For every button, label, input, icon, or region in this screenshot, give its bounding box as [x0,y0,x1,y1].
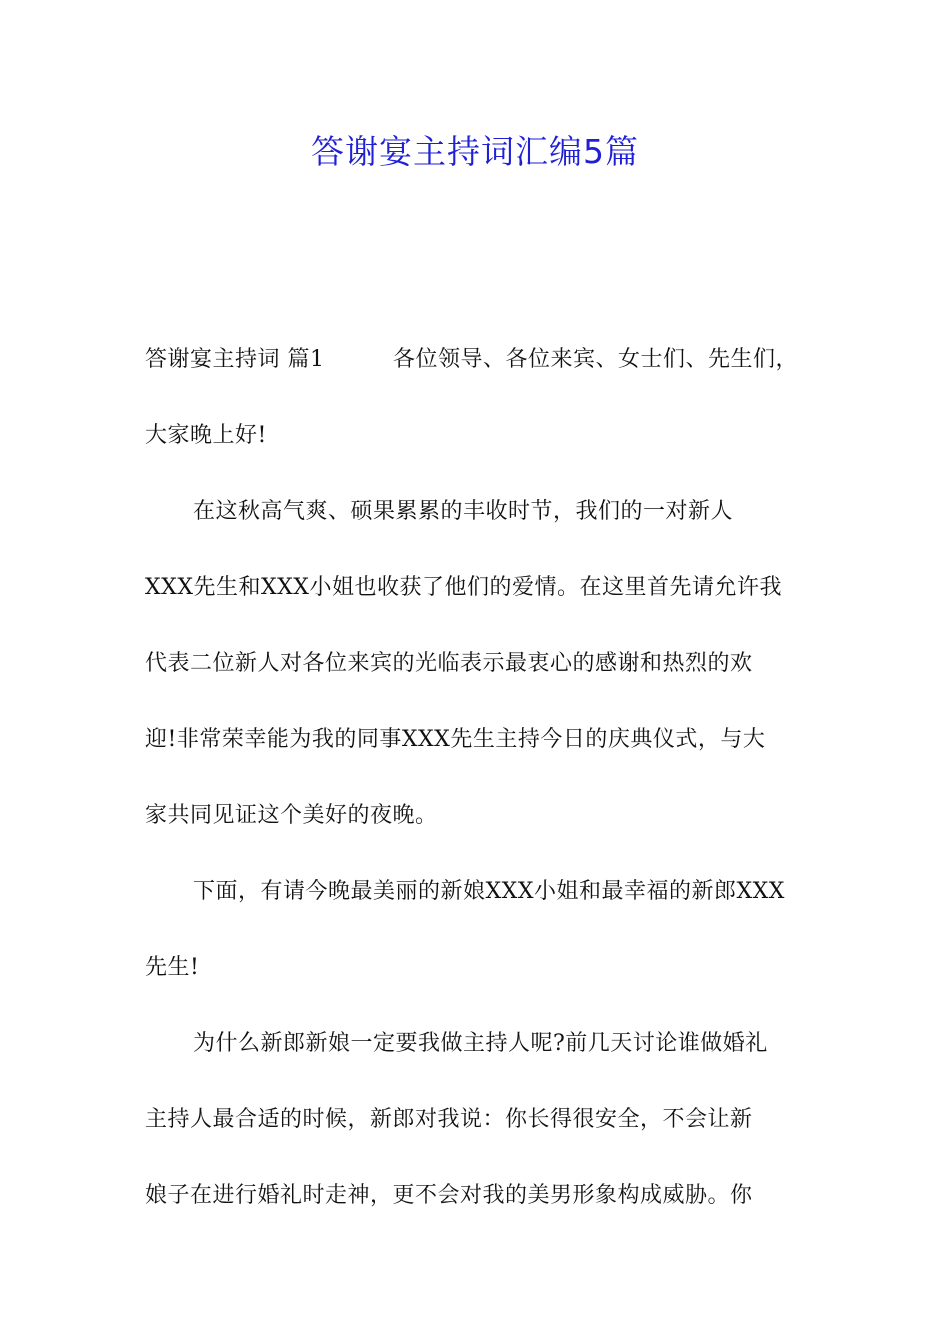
document-body [145,322,810,1234]
paragraph-line: 主持人最合适的时候，新郎对我说：你长得很安全，不会让新 [145,1107,753,1132]
section-heading: 答谢宴主持词 篇1 [145,347,325,372]
paragraph-text: 各位领导、各位来宾、女士们、先生们， [393,347,799,372]
paragraph-line: 先生! [145,955,200,980]
paragraph-line: 大家晚上好! [145,423,267,448]
document-title: 答谢宴主持词汇编5篇 [311,132,639,171]
paragraph-line [145,322,810,398]
paragraph-line: 迎!非常荣幸能为我的同事XXX先生主持今日的庆典仪式，与大 [145,727,766,752]
paragraph-line: XXX先生和XXX小姐也收获了他们的爱情。在这里首先请允许我 [145,575,782,600]
paragraph-line: 下面，有请今晚最美丽的新娘XXX小姐和最幸福的新郎XXX [193,879,785,904]
paragraph-line: 代表二位新人对各位来宾的光临表示最衷心的感谢和热烈的欢 [145,651,753,676]
paragraph-line: 娘子在进行婚礼时走神，更不会对我的美男形象构成威胁。你 [145,1183,753,1208]
paragraph-line: 为什么新郎新娘一定要我做主持人呢?前几天讨论谁做婚礼 [193,1031,768,1056]
paragraph-line: 家共同见证这个美好的夜晚。 [145,803,438,828]
paragraph-line: 在这秋高气爽、硕果累累的丰收时节，我们的一对新人 [193,499,734,524]
